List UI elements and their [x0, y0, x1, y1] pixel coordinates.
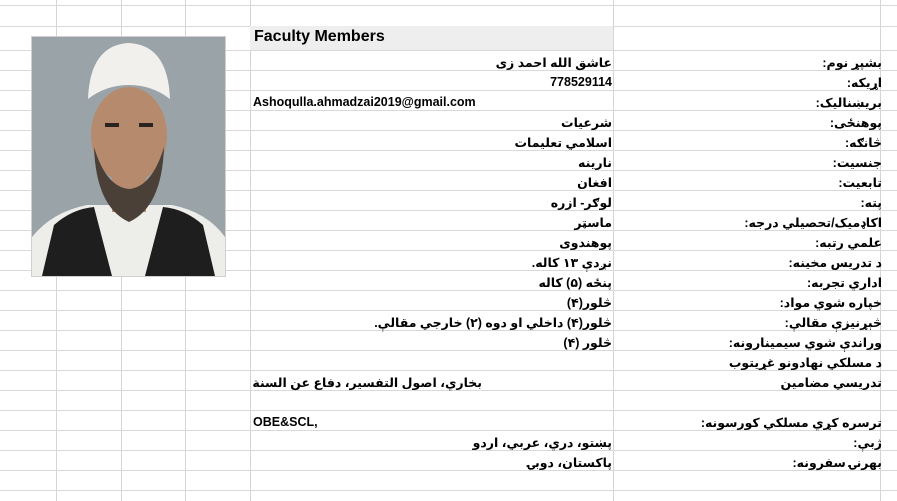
page-title: Faculty Members	[254, 28, 385, 45]
value-travels: پاکستان، دوبۍ	[527, 456, 612, 470]
value-academic-degree: ماسټر	[574, 216, 612, 230]
label-full-name: بشپړ نوم:	[822, 56, 882, 70]
label-travels: بهرنۍ سفرونه:	[792, 456, 882, 470]
value-admin-experience: پنځه (۵) کاله	[538, 276, 612, 290]
value-academic-rank: پوهندوی	[559, 236, 612, 250]
grid-hline	[0, 350, 897, 351]
grid-hline	[0, 310, 897, 311]
label-department: څانګه:	[844, 136, 882, 150]
value-published-works: څلور(۴)	[566, 296, 612, 310]
value-address: لوګر- ازره	[550, 196, 612, 210]
label-subjects: تدریسي مضامین	[780, 376, 882, 390]
grid-hline	[0, 450, 897, 451]
profile-photo	[31, 36, 226, 277]
grid-hline	[0, 390, 897, 391]
label-contact: اړیکه:	[846, 76, 882, 90]
label-email: بریښنالیک:	[815, 96, 882, 110]
person-photo-icon	[32, 37, 225, 276]
grid-hline	[0, 290, 897, 291]
value-faculty: شرعیات	[561, 116, 612, 130]
value-subjects: بخاري، اصول التفسیر، دفاع عن السنة	[252, 376, 482, 390]
value-contact: 778529114	[550, 75, 612, 89]
label-courses: ترسره کړي مسلکي کورسونه:	[700, 416, 882, 430]
grid-hline	[0, 470, 897, 471]
label-published-works: خپاره شوي مواد:	[779, 296, 882, 310]
grid-hline	[0, 410, 897, 411]
label-nationality: تابعیت:	[838, 176, 882, 190]
label-memberships: د مسلکي نهادونو غړیتوب	[728, 356, 882, 370]
value-teaching-experience: نږدې ۱۳ کاله.	[531, 256, 612, 270]
label-research-articles: څېړنیزې مقالې:	[784, 316, 882, 330]
grid-hline	[0, 490, 897, 491]
grid-hline	[0, 370, 897, 371]
label-address: پته:	[860, 196, 882, 210]
label-seminars: وراندې شوي سیمینارونه:	[728, 336, 882, 350]
label-gender: جنسیت:	[832, 156, 882, 170]
label-admin-experience: اداري تجربه:	[806, 276, 882, 290]
label-academic-degree: اکاډمیک/تحصیلي درجه:	[744, 216, 882, 230]
label-faculty: پوهنځی:	[829, 116, 882, 130]
label-teaching-experience: د تدریس مخینه:	[788, 256, 882, 270]
grid-hline	[0, 430, 897, 431]
grid-hline	[0, 330, 897, 331]
value-nationality: افغان	[577, 176, 612, 190]
value-department: اسلامي تعلیمات	[514, 136, 612, 150]
value-courses: OBE&SCL,	[253, 415, 318, 429]
value-research-articles: څلور(۴) داخلي او دوه (۲) خارجي مقالې.	[374, 316, 612, 330]
grid-hline	[0, 5, 897, 6]
value-seminars: څلور (۴)	[563, 336, 612, 350]
value-languages: پښتو، دري، عربي، اردو	[472, 436, 612, 450]
value-full-name: عاشق الله احمد زی	[495, 56, 612, 70]
value-gender: نارینه	[578, 156, 612, 170]
value-email: Ashoqulla.ahmadzai2019@gmail.com	[253, 95, 476, 109]
label-academic-rank: علمي رتبه:	[815, 236, 882, 250]
label-languages: ژبې:	[853, 436, 882, 450]
